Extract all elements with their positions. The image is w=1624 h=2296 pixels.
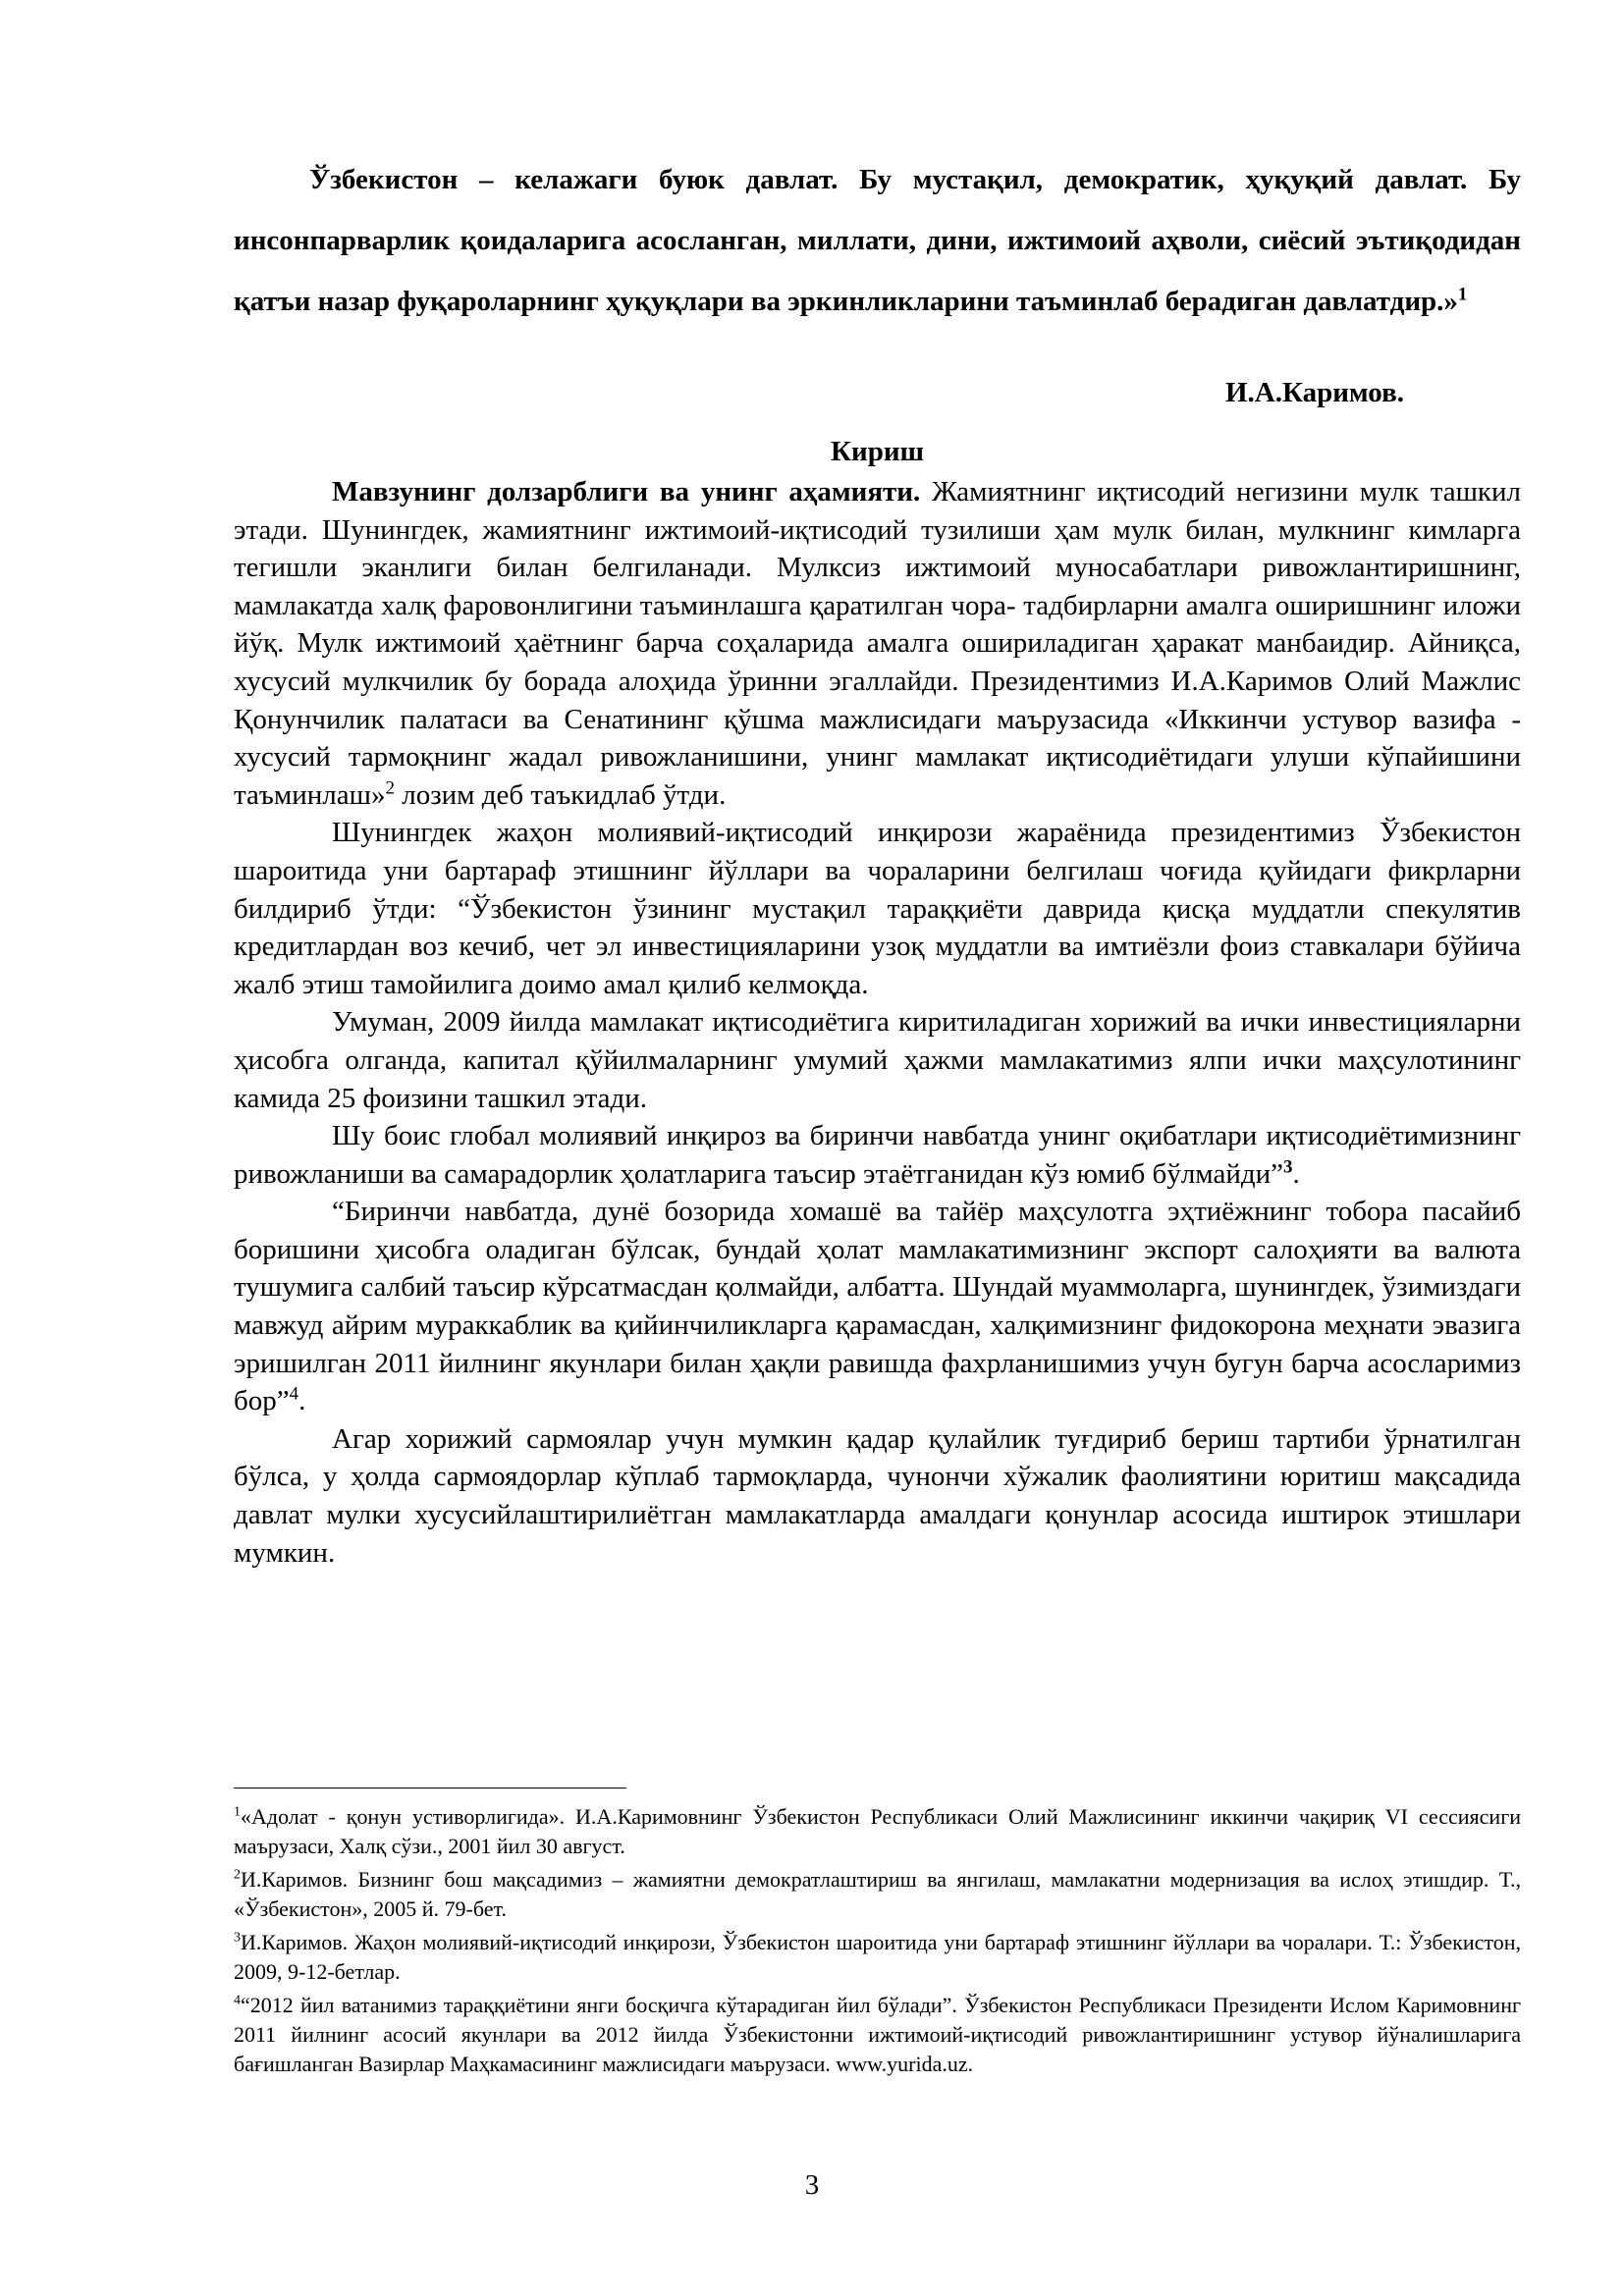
paragraph-1-tail: лозим деб таъкидлаб ўтди. [394,778,727,811]
paragraph-4-text: Шу боис глобал молиявий инқироз ва биринчи навбатда унинг оқибатлари иқтисодиётимизнинг ривожланиши ва самарадорлик ҳолатларига таъсир этаётганидан кўз юмиб бўлмайди” [234,1120,1521,1190]
footnote-3 [234,1928,1521,1987]
paragraph-1-text: Жамиятнинг иқтисодий негизини мулк ташкил этади. Шунингдек, жамиятнинг ижтимоий-иқтисодий тузилиши ҳам мулк билан, мулкнинг кимларга тегишли эканлиги билан белгиланади. Мулксиз ижтимоий муносабатлари ривожлантиришнинг, мамлакатда халқ фаровонлигини таъминлашга қаратилган чора- тадбирларни амалга оширишнинг иложи йўқ. Мулк ижтимоий ҳаётнинг барча соҳаларида амалга ошириладиган ҳаракат манбаидир. Айниқса, хусусий мулкчилик бу борада алоҳида ўринни эгаллайди. Президентимиз И.А.Каримов Олий Мажлис Қонунчилик палатаси ва Сенатининг қўшма мажлисидаги маърузасида «Иккинчи устувор вазифа - хусусий тармоқнинг жадал ривожланишини, унинг мамлакат иқтисодиётидаги улуши кўпайишини таъминлаш» [234,476,1521,811]
footnote-ref-4[interactable]: 4 [289,1383,299,1405]
footnote-1 [234,1802,1521,1861]
footnote-text: «Адолат - қонун устиворлигида». И.А.Каримовнинг Ўзбекистон Республикаси Олий Мажлисининг иккинчи чақириқ VI сессиясиги маърузаси, Халқ сўзи., 2001 йил 30 август. [234,1804,1521,1858]
paragraph-4-tail: . [1292,1157,1300,1190]
paragraph-1-lead: Мавзунинг долзарблиги ва унинг аҳамияти. [332,476,921,507]
footnote-number: 3 [234,1930,241,1946]
page-number: 3 [804,2169,820,2201]
footnote-2 [234,1865,1521,1924]
footnote-4 [234,1991,1521,2079]
footnote-separator [234,1788,626,1789]
footnote-number: 1 [234,1804,241,1820]
epigraph-author: И.А.Каримов. [1224,377,1404,408]
epigraph-text: Ўзбекистон – келажаги буюк давлат. Бу мустақил, демократик, ҳуқуқий давлат. Бу инсонпарварлик қоидаларига асосланган, миллати, дини, ижтимоий аҳволи, сиёсий эътиқодидан қатъи назар фуқароларнинг ҳуқуқлари ва эркинликларини таъминлаб берадиган давлатдир.» [234,164,1521,317]
footnote-text: “2012 йил ватанимиз тараққиётини янги босқичга кўтарадиган йил бўлади”. Ўзбекистон Республикаси Президенти Ислом Каримовнинг 2011 йилнинг асосий якунлари ва 2012 йилда Ўзбекистонни ижтимоий-иқтисодий ривожлантиришнинг устувор йўналишларига бағишланган Вазирлар Маҳкамасининг мажлисидаги маърузаси. www.yurida.uz. [234,1993,1521,2076]
footnote-ref-3[interactable]: 3 [1282,1156,1293,1178]
footnote-number: 4 [234,1993,241,2008]
paragraph-5 [234,1193,1521,1420]
paragraph-3: Умуман, 2009 йилда мамлакат иқтисодиётига киритиладиган хорижий ва ички инвестицияларни ҳисобга олганда, капитал қўйилмаларнинг умумий ҳажми мамлакатимиз ялпи ички маҳсулотининг камида 25 фоизини ташкил этади. [234,1006,1521,1114]
paragraph-6: Агар хорижий сармоялар учун мумкин қадар қулайлик туғдириб бериш тартиби ўрнатилган бўлса, у ҳолда сармоядорлар кўплаб тармоқларда, чунончи хўжалик фаолиятини юритиш мақсадида давлат мулки хусусийлаштирилиётган мамлакатларда амалдаги қонунлар асосида иштирок этишлари мумкин. [234,1422,1521,1569]
paragraph-5-tail: . [298,1385,306,1417]
footnote-number: 2 [234,1867,241,1883]
paragraph-4 [234,1117,1521,1193]
footnote-ref-1[interactable]: 1 [1457,284,1468,305]
footnotes [234,1802,1521,2083]
paragraph-1 [234,473,1521,814]
body-text [234,473,1521,1572]
footnote-text: И.Каримов. Бизнинг бош мақсадимиз – жамиятни демократлаштириш ва янгилаш, мамлакатни модернизация ва ислоҳ этишдир. Т., «Ўзбекистон», 2005 й. 79-бет. [234,1867,1521,1921]
paragraph-2: Шунингдек жаҳон молиявий-иқтисодий инқирози жараёнида президентимиз Ўзбекистон шароитида уни бартараф этишнинг йўллари ва чораларини белгилаш чоғида қуйидаги фикрларни билдириб ўтди: “Ўзбекистон ўзининг мустақил тараққиёти даврида қисқа муддатли спекулятив кредитлардан воз кечиб, чет эл инвестицияларини узоқ муддатли ва имтиёзли фоиз ставкалари бўйича жалб этиш тамойилига доимо амал қилиб келмоқда. [234,817,1521,1000]
epigraph-quote [234,149,1521,332]
footnote-ref-2[interactable]: 2 [385,777,395,799]
section-heading: Кириш [830,436,925,467]
footnote-text: И.Каримов. Жаҳон молиявий-иқтисодий инқирози, Ўзбекистон шароитида уни бартараф этишнинг йўллари ва чоралари. Т.: Ўзбекистон, 2009, 9-12-бетлар. [234,1930,1521,1984]
paragraph-5-text: “Биринчи навбатда, дунё бозорида хомашё ва тайёр маҳсулотга эҳтиёжнинг тобора пасайиб боришини ҳисобга оладиган бўлсак, бундай ҳолат мамлакатимизнинг экспорт салоҳияти ва валюта тушумига салбий таъсир кўрсатмасдан қолмайди, албатта. Шундай муаммоларга, шунингдек, ўзимиздаги мавжуд айрим мураккаблик ва қийинчиликларга қарамасдан, халқимизнинг фидокорона меҳнати эвазига эришилган 2011 йилнинг якунлари билан ҳақли равишда фахрланишимиз учун бугун барча асосларимиз бор” [234,1196,1521,1417]
